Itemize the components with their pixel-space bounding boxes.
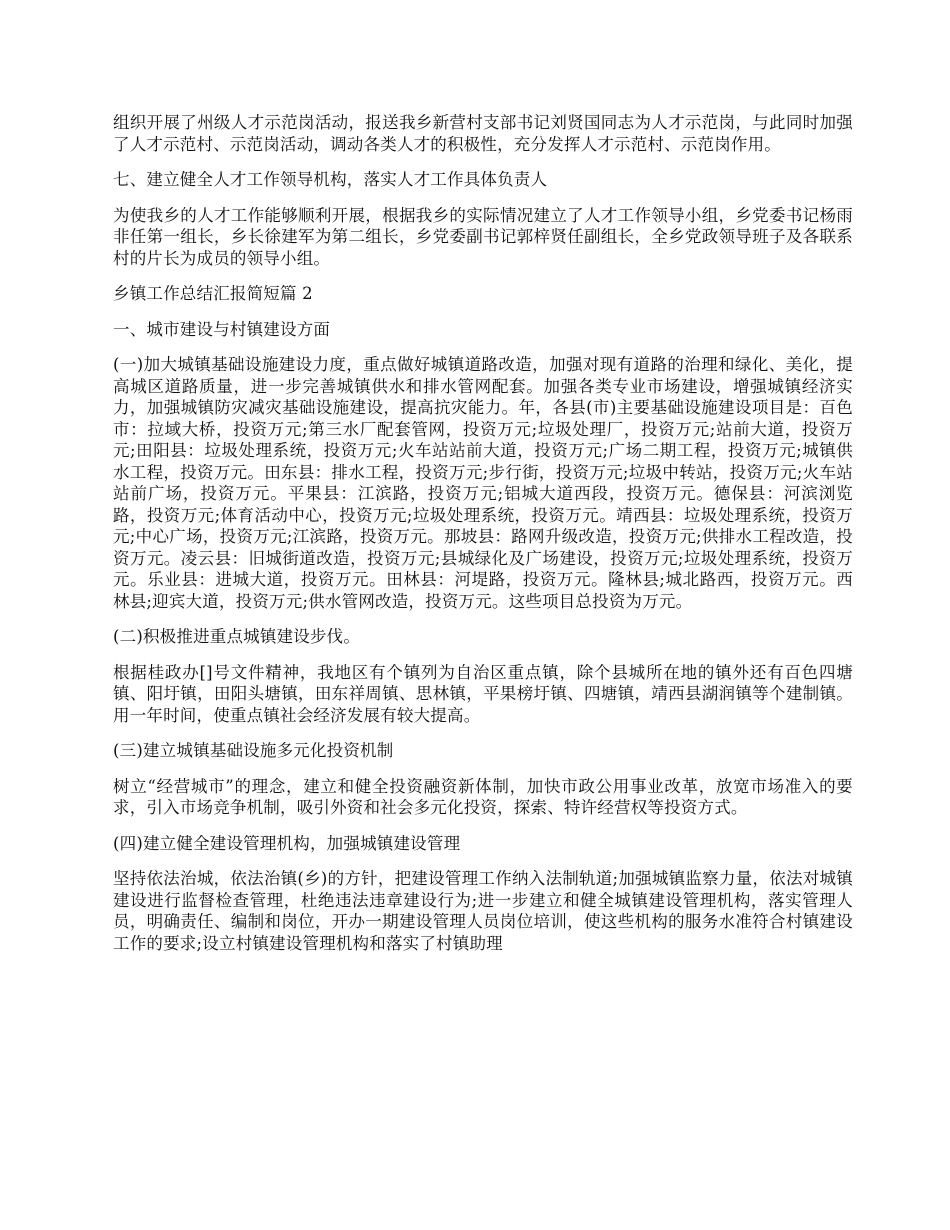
section-heading-one: 一、城市建设与村镇建设方面 xyxy=(113,319,331,339)
document-body xyxy=(113,112,853,968)
paragraph-construction-management: 坚持依法治城，依法治镇(乡)的方针，把建设管理工作纳入法制轨道;加强城镇监察力量，依法对城镇建设进行监督检查管理，杜绝违法违章建设行为;进一步建立和健全城镇建设管理机构，落实管理人员，明确责任、编制和岗位，开办一期建设管理人员岗位培训，使这些机构的服务水准符合村镇建设工作的要求;设立村镇建设管理机构和落实了村镇助理 xyxy=(113,869,853,953)
section-heading-seven: 七、建立健全人才工作领导机构，落实人才工作具体负责人 xyxy=(113,170,548,189)
paragraph-infrastructure-projects: (一)加大城镇基础设施建设力度，重点做好城镇道路改造，加强对现有道路的治理和绿化、美化，提高城区道路质量，进一步完善城镇供水和排水管网配套。加强各类专业市场建设，增强城镇经济实力，加强城镇防灾减灾基础设施建设，提高抗灾能力。年，各县(市)主要基础设施建设项目是：百色市：拉域大桥，投资万元;第三水厂配套管网，投资万元;垃圾处理厂，投资万元;站前大道，投资万元;田阳县：垃圾处理系统，投资万元;火车站站前大道，投资万元;广场二期工程，投资万元;城镇供水工程，投资万元。田东县：排水工程，投资万元;步行街，投资万元;垃圾中转站，投资万元;火车站站前广场，投资万元。平果县：江滨路，投资万元;铝城大道西段，投资万元。德保县：河滨浏览路，投资万元;体育活动中心，投资万元;垃圾处理系统，投资万元。靖西县：垃圾处理系统，投资万元;中心广场，投资万元;江滨路，投资万元。那坡县：路网升级改造，投资万元;供排水工程改造，投资万元。凌云县：旧城街道改造，投资万元;县城绿化及广场建设，投资万元;垃圾处理系统，投资万元。乐业县：进城大道，投资万元。田林县：河堤路，投资万元。隆林县;城北路西，投资万元。西林县;迎宾大道，投资万元;供水管网改造，投资万元。这些项目总投资为万元。 xyxy=(113,355,853,611)
article-title-part-2: 乡镇工作总结汇报简短篇 2 xyxy=(113,284,313,303)
subheading-construction-management: (四)建立健全建设管理机构，加强城镇建设管理 xyxy=(113,833,461,853)
paragraph-key-towns: 根据桂政办[]号文件精神，我地区有个镇列为自治区重点镇，除个县城所在地的镇外还有百色四塘镇、阳圩镇，田阳头塘镇，田东祥周镇、思林镇，平果榜圩镇、四塘镇，靖西县湖润镇等个建制镇。用一年时间，使重点镇社会经济发展有较大提高。 xyxy=(113,662,853,725)
subheading-investment-mechanism: (三)建立城镇基础设施多元化投资机制 xyxy=(113,741,394,760)
paragraph-leadership-group: 为使我乡的人才工作能够顺利开展，根据我乡的实际情况建立了人才工作领导小组，乡党委书记杨雨非任第一组长，乡长徐建军为第二组长，乡党委副书记郭梓贤任副组长，全乡党政领导班子及各联系村的片长为成员的领导小组。 xyxy=(113,205,853,268)
paragraph-investment-mechanism: 树立“经营城市”的理念，建立和健全投资融资新体制，加快市政公用事业改革，放宽市场准入的要求，引入市场竞争机制，吸引外资和社会多元化投资，探索、特许经营权等投资方式。 xyxy=(113,776,853,817)
subheading-key-towns: (二)积极推进重点城镇建设步伐。 xyxy=(113,627,361,646)
paragraph-talent-demo-posts: 组织开展了州级人才示范岗活动，报送我乡新营村支部书记刘贤国同志为人才示范岗，与此同时加强了人才示范村、示范岗活动，调动各类人才的积极性，充分发挥人才示范村、示范岗作用。 xyxy=(113,113,853,154)
